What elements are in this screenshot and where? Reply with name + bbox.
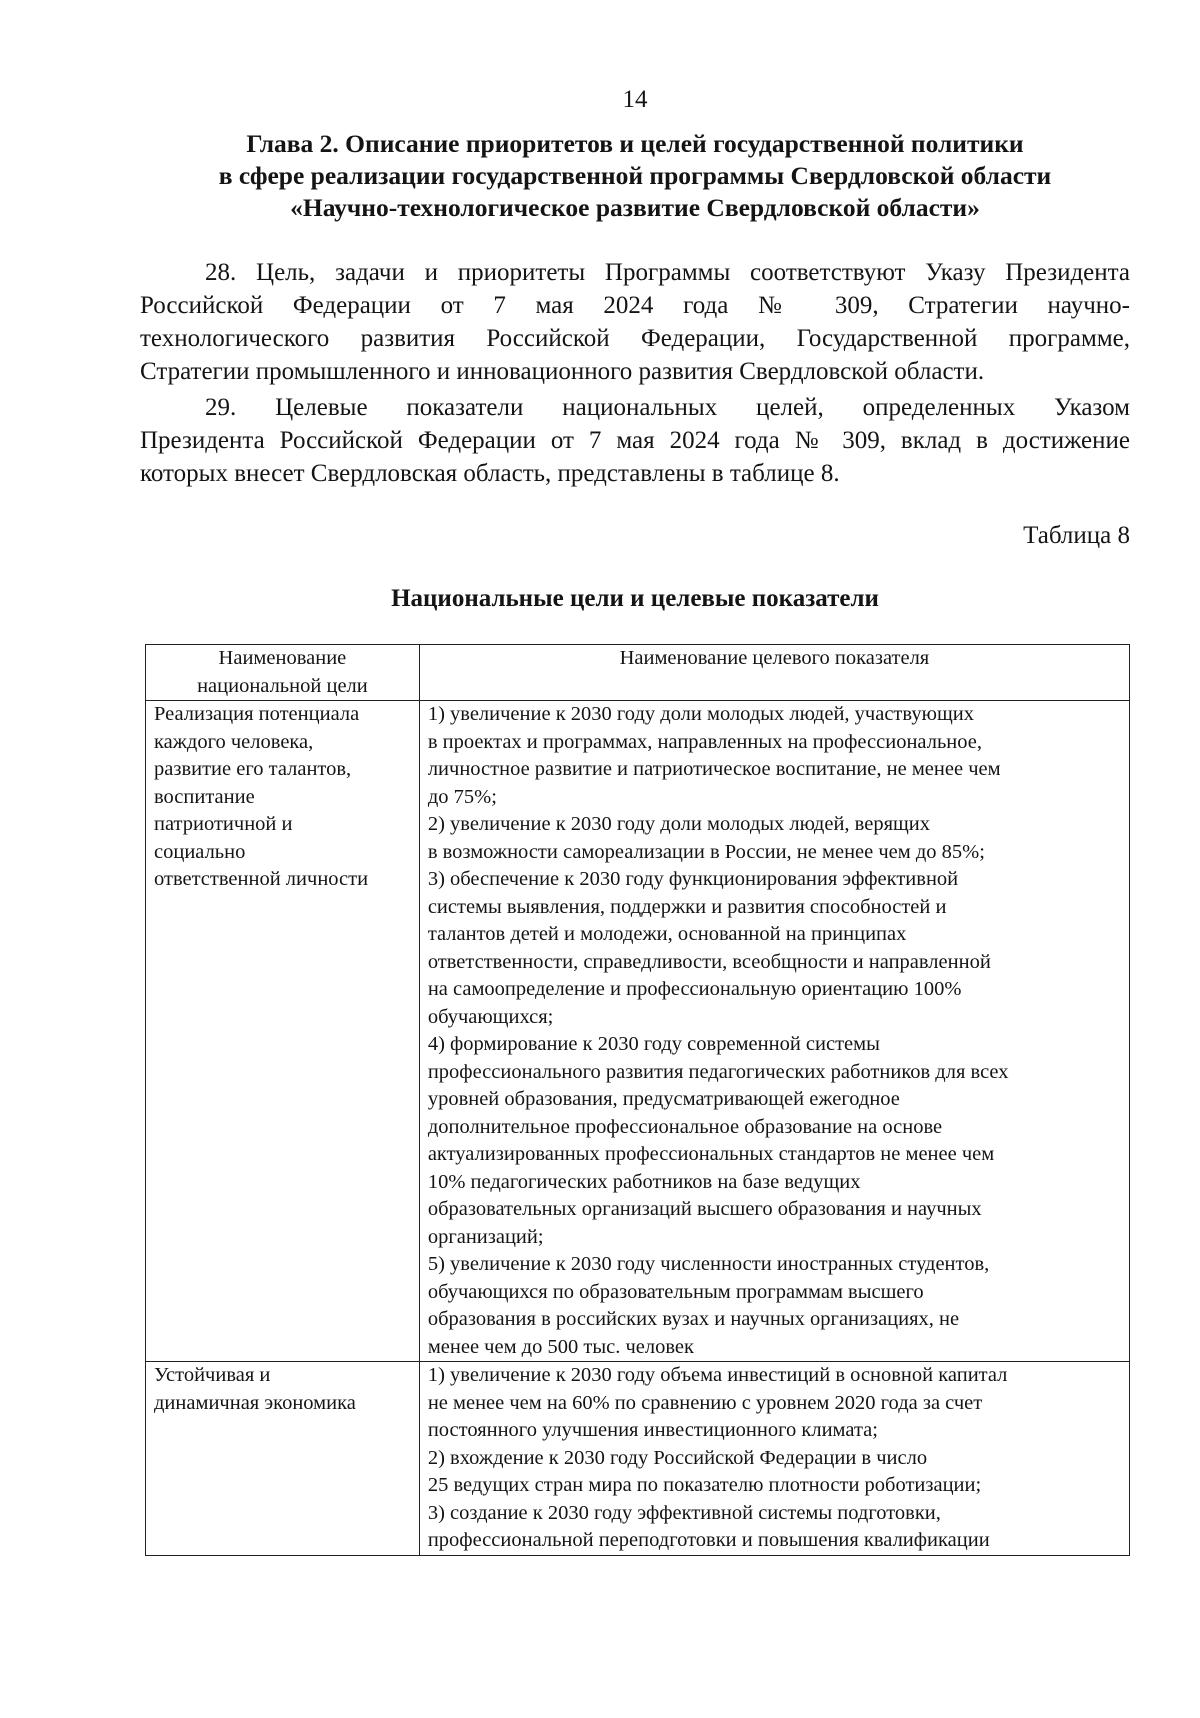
header-line: национальной цели xyxy=(197,674,368,697)
cell-line: обучающихся; xyxy=(427,1005,554,1028)
cell-line: профессиональной переподготовки и повышения квалификации xyxy=(427,1529,990,1551)
cell-line: 5) увеличение к 2030 году численности иностранных студентов, xyxy=(427,1253,990,1275)
indicators-cell xyxy=(419,701,1129,1362)
cell-line: каждого человека, xyxy=(154,730,314,753)
cell-line: образования в российских вузах и научных организациях, не xyxy=(427,1308,960,1330)
cell-line: до 75%; xyxy=(427,785,497,808)
cell-line: дополнительное профессиональное образование на основе xyxy=(427,1115,943,1138)
cell-line: актуализированных профессиональных стандартов не менее чем xyxy=(427,1143,995,1165)
cell-line: в возможности самореализации в России, не менее чем до 85%; xyxy=(427,840,985,863)
goal-cell xyxy=(146,701,420,1362)
cell-line: менее чем до 500 тыс. человек xyxy=(427,1335,694,1358)
cell-line: талантов детей и молодежи, основанной на принципах xyxy=(427,923,907,945)
cell-line: развитие его талантов, xyxy=(154,758,352,780)
cell-line: личностное развитие и патриотическое воспитание, не менее чем xyxy=(427,758,1001,780)
cell-line: 2) вхождение к 2030 году Российской Федерации в число xyxy=(427,1446,928,1469)
cell-line: Реализация потенциала xyxy=(154,703,360,725)
cell-line: организаций; xyxy=(427,1225,544,1248)
cell-line: 3) создание к 2030 году эффективной системы подготовки, xyxy=(427,1501,941,1524)
paragraph-line: Стратегии промышленного и инновационного развития Свердловской области. xyxy=(140,358,985,385)
paragraph-line: 28. Цель, задачи и приоритеты Программы соответствуют Указу Президента xyxy=(205,259,1130,286)
table-header-row xyxy=(146,645,1130,701)
cell-line: в проектах и программах, направленных на профессиональное, xyxy=(427,730,982,753)
header-national-goal xyxy=(146,645,420,701)
cell-line: 10% педагогических работников на базе ведущих xyxy=(427,1170,861,1193)
cell-line: обучающихся по образовательным программам высшего xyxy=(427,1280,924,1303)
cell-line: воспитание xyxy=(154,785,255,808)
cell-line: социально xyxy=(154,840,246,863)
heading-line: в сфере реализации государственной программы Свердловской области xyxy=(218,161,1052,190)
paragraph-line: которых внесет Свердловская область, представлены в таблице 8. xyxy=(140,460,840,487)
cell-line: Устойчивая и xyxy=(154,1364,271,1386)
cell-line: 4) формирование к 2030 году современной системы xyxy=(427,1033,880,1055)
paragraph-line: технологического развития Российской Федерации, Государственной программе, xyxy=(140,325,1130,352)
paragraph-line: Российской Федерации от 7 мая 2024 года № 309, Стратегии научно- xyxy=(140,292,1130,319)
cell-line: 2) увеличение к 2030 году доли молодых людей, верящих xyxy=(427,813,931,835)
header-indicator xyxy=(419,645,1129,701)
header-line: Наименование xyxy=(218,647,347,669)
paragraph-29 xyxy=(140,391,1130,490)
paragraph-line: Президента Российской Федерации от 7 мая 2024 года № 309, вклад в достижение xyxy=(140,427,1130,454)
cell-line: образовательных организаций высшего образования и научных xyxy=(427,1198,982,1220)
paragraph-line: 29. Целевые показатели национальных целей, определенных Указом xyxy=(205,394,1130,421)
table-row xyxy=(146,701,1130,1362)
goal-cell xyxy=(146,1362,420,1556)
cell-line: постоянного улучшения инвестиционного климата; xyxy=(427,1419,878,1441)
cell-line: 1) увеличение к 2030 году доли молодых людей, участвующих xyxy=(427,703,974,725)
heading-line: Глава 2. Описание приоритетов и целей государственной политики xyxy=(246,129,1024,158)
indicators-cell xyxy=(419,1362,1129,1556)
table-row xyxy=(146,1362,1130,1556)
cell-line: 25 ведущих стран мира по показателю плотности роботизации; xyxy=(427,1474,982,1496)
cell-line: системы выявления, поддержки и развития способностей и xyxy=(427,895,947,918)
paragraph-28 xyxy=(140,256,1130,388)
goals-table xyxy=(145,644,1130,1556)
cell-line: динамичная экономика xyxy=(154,1391,356,1414)
cell-line: 3) обеспечение к 2030 году функционирования эффективной xyxy=(427,868,959,890)
chapter-heading xyxy=(140,128,1130,224)
cell-line: уровней образования, предусматривающей ежегодное xyxy=(427,1088,900,1110)
table-title: Национальные цели и целевые показатели xyxy=(391,585,879,612)
cell-line: ответственности, справедливости, всеобщности и направленной xyxy=(427,950,991,973)
cell-line: ответственной личности xyxy=(154,868,369,890)
cell-line: на самоопределение и профессиональную ориентацию 100% xyxy=(427,978,962,1000)
heading-line: «Научно-технологическое развитие Свердловской области» xyxy=(290,193,980,222)
header-line: Наименование целевого показателя xyxy=(619,647,930,669)
table-label: Таблица 8 xyxy=(1023,522,1130,549)
cell-line: не менее чем на 60% по сравнению с уровнем 2020 года за счет xyxy=(427,1391,983,1414)
cell-line: патриотичной и xyxy=(154,813,293,835)
page-number: 14 xyxy=(622,86,648,113)
cell-line: 1) увеличение к 2030 году объема инвестиций в основной капитал xyxy=(427,1364,1008,1386)
cell-line: профессионального развития педагогических работников для всех xyxy=(427,1060,1009,1083)
